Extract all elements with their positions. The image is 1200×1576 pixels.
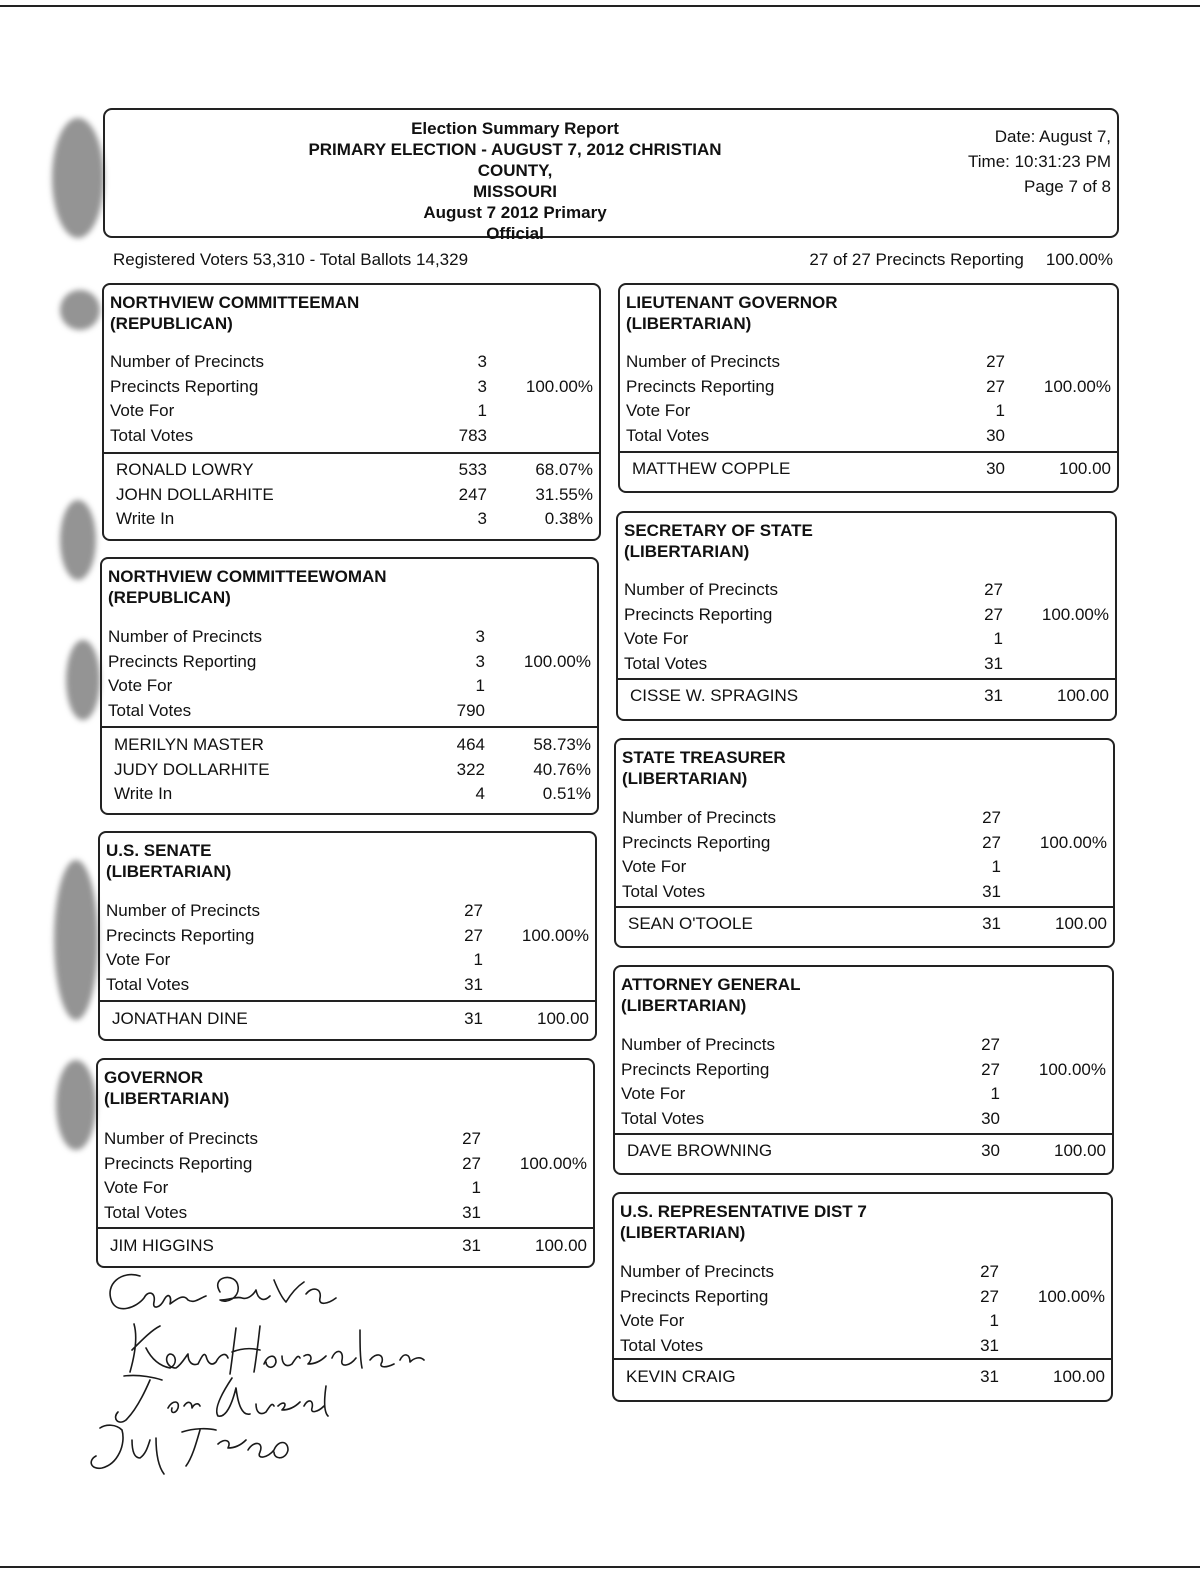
stat-value: 31 <box>982 881 1001 901</box>
contest-title-line: LIEUTENANT GOVERNOR <box>626 293 838 312</box>
stat-percent: 100.00% <box>521 925 589 945</box>
candidate-row <box>110 1234 593 1259</box>
stat-percent: 100.00% <box>523 651 591 671</box>
contest-title-line: STATE TREASURER <box>622 748 786 767</box>
stat-percent: 100.00% <box>1037 1286 1105 1306</box>
stat-value: 1 <box>471 1178 481 1197</box>
stat-value: 27 <box>984 604 1003 624</box>
stat-row <box>621 1033 1112 1058</box>
stat-label: Precincts Reporting <box>622 832 771 852</box>
contest-stats <box>620 1260 1111 1358</box>
divider <box>614 1358 1111 1360</box>
candidate-row <box>116 507 599 532</box>
stat-row <box>106 899 595 924</box>
candidate-votes: 3 <box>477 509 487 528</box>
candidate-votes: 30 <box>981 1141 1000 1160</box>
stat-label: Vote For <box>626 401 691 420</box>
stat-value: 31 <box>464 974 483 994</box>
stat-value: 1 <box>475 676 485 695</box>
election-subtitle: August 7 2012 Primary <box>423 203 607 222</box>
election-state: MISSOURI <box>472 182 558 201</box>
contest-stats <box>624 578 1115 676</box>
contest-stats <box>621 1033 1112 1131</box>
contest-title-line: U.S. SENATE <box>106 841 212 860</box>
candidate-percent: 100.00 <box>1057 686 1109 705</box>
candidate-votes: 247 <box>458 484 487 504</box>
stat-label: Precincts Reporting <box>621 1059 770 1079</box>
candidate-name: JUDY DOLLARHITE <box>114 759 270 779</box>
stat-label: Vote For <box>104 1178 169 1197</box>
contest-box <box>616 511 1117 721</box>
stat-label: Vote For <box>622 857 687 876</box>
stat-row <box>626 424 1117 449</box>
contest-stats <box>110 350 599 448</box>
report-time: Time: 10:31:23 PM <box>968 152 1111 171</box>
stat-value: 31 <box>462 1202 481 1222</box>
stat-value: 27 <box>986 376 1005 396</box>
stat-label: Number of Precincts <box>110 352 264 371</box>
scan-speckle <box>54 860 98 1020</box>
stat-row <box>626 399 1117 424</box>
candidate-list <box>116 458 599 532</box>
stat-value: 30 <box>986 425 1005 445</box>
contest-party: (LIBERTARIAN) <box>626 314 752 333</box>
stat-row <box>108 625 597 650</box>
election-name: PRIMARY ELECTION - AUGUST 7, 2012 CHRISTIAN COUNTY, <box>308 140 722 180</box>
divider <box>616 906 1113 908</box>
contest-stats <box>626 350 1117 448</box>
stat-label: Number of Precincts <box>106 901 260 920</box>
stat-row <box>106 924 595 949</box>
candidate-name: JIM HIGGINS <box>110 1236 214 1255</box>
candidate-percent: 0.38% <box>544 509 593 528</box>
page-edge-bottom <box>0 1566 1200 1568</box>
scan-speckle <box>60 500 96 580</box>
scan-speckle <box>60 290 100 330</box>
stat-label: Precincts Reporting <box>624 604 773 624</box>
stat-value: 27 <box>462 1129 481 1148</box>
candidate-name: DAVE BROWNING <box>627 1141 773 1160</box>
stat-value: 27 <box>462 1153 481 1173</box>
stat-label: Precincts Reporting <box>620 1286 769 1306</box>
divider <box>618 678 1115 680</box>
candidate-name: SEAN O'TOOLE <box>628 914 753 933</box>
contest-title <box>620 1201 867 1243</box>
contest-stats <box>108 625 597 723</box>
stat-value: 27 <box>981 1035 1000 1054</box>
stat-row <box>622 855 1113 880</box>
candidate-list <box>630 684 1115 709</box>
stat-label: Precincts Reporting <box>106 925 255 945</box>
stat-label: Total Votes <box>106 974 190 994</box>
contest-title <box>621 974 800 1016</box>
stat-label: Vote For <box>621 1084 686 1103</box>
candidate-votes: 31 <box>984 686 1003 705</box>
divider <box>620 451 1117 453</box>
stat-label: Total Votes <box>110 425 194 445</box>
stat-row <box>621 1058 1112 1083</box>
candidate-percent: 100.00 <box>535 1236 587 1255</box>
stat-label: Total Votes <box>621 1108 705 1128</box>
report-meta <box>968 124 1111 199</box>
stat-value: 3 <box>477 352 487 371</box>
stat-value: 1 <box>995 401 1005 420</box>
candidate-list <box>627 1139 1112 1164</box>
candidate-name: KEVIN CRAIG <box>626 1367 736 1386</box>
stat-label: Total Votes <box>620 1335 704 1355</box>
candidate-list <box>632 457 1117 482</box>
candidate-percent: 68.07% <box>535 460 593 479</box>
stat-row <box>624 603 1115 628</box>
contest-party: (REPUBLICAN) <box>108 588 231 607</box>
stat-label: Precincts Reporting <box>104 1153 253 1173</box>
stat-label: Total Votes <box>108 700 192 720</box>
contest-box <box>614 738 1115 948</box>
stat-value: 31 <box>980 1335 999 1355</box>
stat-label: Number of Precincts <box>104 1129 258 1148</box>
stat-label: Number of Precincts <box>621 1035 775 1054</box>
candidate-percent: 100.00 <box>1055 914 1107 933</box>
stat-label: Total Votes <box>624 653 708 673</box>
report-title-block <box>300 118 730 244</box>
contest-box <box>613 965 1114 1175</box>
stat-row <box>622 831 1113 856</box>
candidate-votes: 464 <box>456 735 485 754</box>
stat-value: 1 <box>993 629 1003 648</box>
contest-title-line: NORTHVIEW COMMITTEEMAN <box>110 293 360 312</box>
contest-party: (LIBERTARIAN) <box>622 769 748 788</box>
contest-party: (LIBERTARIAN) <box>104 1089 230 1108</box>
contest-title-line: U.S. REPRESENTATIVE DIST 7 <box>620 1202 867 1221</box>
stat-row <box>620 1285 1111 1310</box>
contest-box <box>618 283 1119 493</box>
precincts-reporting-percent: 100.00% <box>1045 250 1113 269</box>
stat-value: 31 <box>984 653 1003 673</box>
candidate-list <box>628 912 1113 937</box>
signature-2 <box>130 1324 424 1374</box>
stat-percent: 100.00% <box>1039 832 1107 852</box>
stat-value: 27 <box>980 1286 999 1306</box>
scan-speckle <box>52 118 104 238</box>
stat-row <box>620 1309 1111 1334</box>
stat-value: 27 <box>982 808 1001 827</box>
contest-party: (REPUBLICAN) <box>110 314 233 333</box>
candidate-percent: 58.73% <box>533 735 591 754</box>
divider <box>98 1227 593 1229</box>
stat-value: 783 <box>458 425 487 445</box>
contest-title-line: NORTHVIEW COMMITTEEWOMAN <box>108 567 387 586</box>
stat-value: 1 <box>989 1311 999 1330</box>
stat-row <box>624 652 1115 677</box>
candidate-votes: 31 <box>980 1367 999 1386</box>
stat-value: 27 <box>982 832 1001 852</box>
stat-label: Number of Precincts <box>620 1262 774 1281</box>
stat-value: 1 <box>990 1084 1000 1103</box>
contest-stats <box>106 899 595 997</box>
stat-row <box>108 699 597 724</box>
stat-row <box>626 375 1117 400</box>
candidate-list <box>626 1365 1111 1390</box>
contest-party: (LIBERTARIAN) <box>621 996 747 1015</box>
candidate-name: MATTHEW COPPLE <box>632 459 791 478</box>
stat-label: Total Votes <box>622 881 706 901</box>
contest-title <box>106 840 231 882</box>
stat-row <box>104 1201 593 1226</box>
candidate-row <box>626 1365 1111 1390</box>
contest-title <box>622 747 786 789</box>
contest-title <box>626 292 838 334</box>
stat-value: 27 <box>980 1262 999 1281</box>
candidate-list <box>112 1007 595 1032</box>
candidate-percent: 100.00 <box>1053 1367 1105 1386</box>
contest-title <box>624 520 813 562</box>
stat-label: Vote For <box>110 401 175 420</box>
divider <box>100 1000 595 1002</box>
stat-row <box>110 424 599 449</box>
candidate-row <box>116 483 599 508</box>
candidate-name: Write In <box>114 784 173 803</box>
divider <box>615 1133 1112 1135</box>
candidate-name: JONATHAN DINE <box>112 1009 248 1028</box>
contest-title-line: SECRETARY OF STATE <box>624 521 813 540</box>
contest-title <box>110 292 359 334</box>
stat-value: 27 <box>464 925 483 945</box>
stat-value: 30 <box>981 1108 1000 1128</box>
stat-value: 3 <box>475 651 485 671</box>
stat-row <box>622 806 1113 831</box>
stat-value: 3 <box>477 376 487 396</box>
candidate-votes: 31 <box>982 914 1001 933</box>
stat-row <box>104 1176 593 1201</box>
candidate-name: RONALD LOWRY <box>116 460 254 479</box>
stat-value: 27 <box>986 352 1005 371</box>
stat-label: Vote For <box>108 676 173 695</box>
candidate-votes: 30 <box>986 459 1005 478</box>
contest-stats <box>622 806 1113 904</box>
stat-label: Total Votes <box>626 425 710 445</box>
candidate-row <box>627 1139 1112 1164</box>
stat-row <box>104 1152 593 1177</box>
handwritten-signatures <box>60 1268 480 1488</box>
stat-percent: 100.00% <box>525 376 593 396</box>
stat-label: Vote For <box>624 629 689 648</box>
contest-party: (LIBERTARIAN) <box>624 542 750 561</box>
contest-title-line: ATTORNEY GENERAL <box>621 975 801 994</box>
stat-label: Number of Precincts <box>622 808 776 827</box>
stat-value: 1 <box>991 857 1001 876</box>
stat-row <box>621 1107 1112 1132</box>
page-number: Page 7 of 8 <box>1024 177 1111 196</box>
stat-row <box>624 578 1115 603</box>
stat-row <box>620 1334 1111 1359</box>
divider <box>102 726 597 728</box>
stat-row <box>104 1127 593 1152</box>
contest-party: (LIBERTARIAN) <box>620 1223 746 1242</box>
stat-label: Number of Precincts <box>626 352 780 371</box>
contest-party: (LIBERTARIAN) <box>106 862 232 881</box>
report-date: Date: August 7, <box>994 127 1111 146</box>
contest-box <box>102 283 601 541</box>
stat-value: 27 <box>984 580 1003 599</box>
stat-row <box>108 650 597 675</box>
scan-speckle <box>66 640 100 720</box>
contest-stats <box>104 1127 593 1225</box>
report-title: Election Summary Report <box>411 119 619 138</box>
stat-label: Number of Precincts <box>624 580 778 599</box>
report-status: Official <box>486 224 544 243</box>
candidate-votes: 4 <box>475 784 485 803</box>
stat-value: 1 <box>473 950 483 969</box>
precincts-reporting-text: 27 of 27 Precincts Reporting <box>809 250 1024 269</box>
stat-label: Precincts Reporting <box>626 376 775 396</box>
candidate-row <box>628 912 1113 937</box>
stat-value: 27 <box>464 901 483 920</box>
stat-label: Total Votes <box>104 1202 188 1222</box>
candidate-percent: 100.00 <box>537 1009 589 1028</box>
candidate-row <box>114 758 597 783</box>
candidate-percent: 100.00 <box>1059 459 1111 478</box>
candidate-row <box>112 1007 595 1032</box>
divider <box>104 452 599 454</box>
page-edge-top <box>0 5 1200 7</box>
contest-box <box>98 831 597 1041</box>
candidate-votes: 533 <box>458 460 487 479</box>
signature-4 <box>91 1425 288 1474</box>
stat-percent: 100.00% <box>1038 1059 1106 1079</box>
candidate-percent: 40.76% <box>533 759 591 779</box>
contest-box <box>612 1192 1113 1402</box>
contest-title-line: GOVERNOR <box>104 1068 204 1087</box>
candidate-name: MERILYN MASTER <box>114 735 264 754</box>
stat-row <box>106 948 595 973</box>
stat-row <box>626 350 1117 375</box>
stat-row <box>110 399 599 424</box>
signature-3 <box>116 1375 328 1422</box>
stat-value: 1 <box>477 401 487 420</box>
scan-speckle <box>56 1060 96 1150</box>
stat-label: Vote For <box>106 950 171 969</box>
stat-row <box>624 627 1115 652</box>
candidate-percent: 0.51% <box>542 784 591 803</box>
stat-value: 3 <box>475 627 485 646</box>
candidate-name: CISSE W. SPRAGINS <box>630 686 799 705</box>
stat-label: Number of Precincts <box>108 627 262 646</box>
stat-label: Precincts Reporting <box>110 376 259 396</box>
contest-title <box>108 566 387 608</box>
stat-label: Precincts Reporting <box>108 651 257 671</box>
stat-row <box>108 674 597 699</box>
registered-voters: Registered Voters 53,310 - Total Ballots 14,329 <box>113 250 469 269</box>
stat-row <box>110 350 599 375</box>
stat-row <box>110 375 599 400</box>
signature-1 <box>110 1275 336 1309</box>
candidate-row <box>630 684 1115 709</box>
stat-value: 790 <box>456 700 485 720</box>
report-header <box>103 108 1119 243</box>
candidate-votes: 322 <box>456 759 485 779</box>
stat-percent: 100.00% <box>519 1153 587 1173</box>
contest-box <box>100 557 599 815</box>
stat-percent: 100.00% <box>1043 376 1111 396</box>
contest-box <box>96 1058 595 1268</box>
stat-row <box>621 1082 1112 1107</box>
stat-row <box>622 880 1113 905</box>
stat-row <box>106 973 595 998</box>
stat-label: Vote For <box>620 1311 685 1330</box>
candidate-row <box>632 457 1117 482</box>
candidate-row <box>114 733 597 758</box>
candidate-list <box>114 733 597 807</box>
candidate-votes: 31 <box>462 1236 481 1255</box>
candidate-row <box>114 782 597 807</box>
stat-value: 27 <box>981 1059 1000 1079</box>
contest-title <box>104 1067 229 1109</box>
candidate-row <box>116 458 599 483</box>
stat-percent: 100.00% <box>1041 604 1109 624</box>
candidate-votes: 31 <box>464 1009 483 1028</box>
precincts-summary <box>787 250 1113 270</box>
candidate-percent: 100.00 <box>1054 1141 1106 1160</box>
candidate-list <box>110 1234 593 1259</box>
stat-row <box>620 1260 1111 1285</box>
candidate-name: JOHN DOLLARHITE <box>116 484 274 504</box>
candidate-percent: 31.55% <box>535 484 593 504</box>
candidate-name: Write In <box>116 509 175 528</box>
